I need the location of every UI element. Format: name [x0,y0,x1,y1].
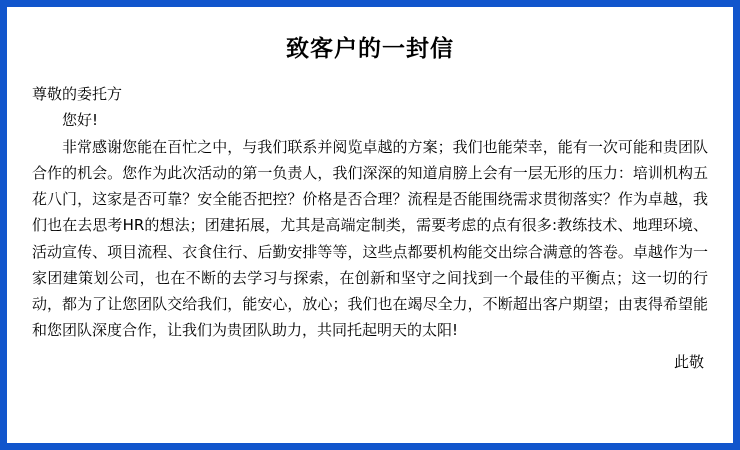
letter-body-paragraph: 非常感谢您能在百忙之中，与我们联系并阅览卓越的方案；我们也能荣幸，能有一次可能和贵团队合作的机会。您作为此次活动的第一负责人，我们深深的知道肩膀上会有一层无形的压力：培训机构五花八门，这家是否可靠？安全能否把控？价格是否合理？流程是否能围绕需求贯彻落实？作为卓越，我们也在去思考HR的想法；团建拓展，尤其是高端定制类，需要考虑的点有很多:教练技术、地理环境、活动宣传、项目流程、衣食住行、后勤安排等等，这些点都要机构能交出综合满意的答卷。卓越作为一家团建策划公司，也在不断的去学习与探索，在创新和坚守之间找到一个最佳的平衡点；这一切的行动，都为了让您团队交给我们，能安心，放心；我们也在竭尽全力，不断超出客户期望；由衷得希望能和您团队深度合作，让我们为贵团队助力，共同托起明天的太阳! [32,137,708,340]
letter-content-area [14,14,726,436]
salutation-line: 尊敬的委托方 [32,84,123,103]
closing-line: 此敬 [673,352,704,371]
greeting-line: 您好! [62,110,99,129]
page-title: 致客户的一封信 [286,36,454,62]
